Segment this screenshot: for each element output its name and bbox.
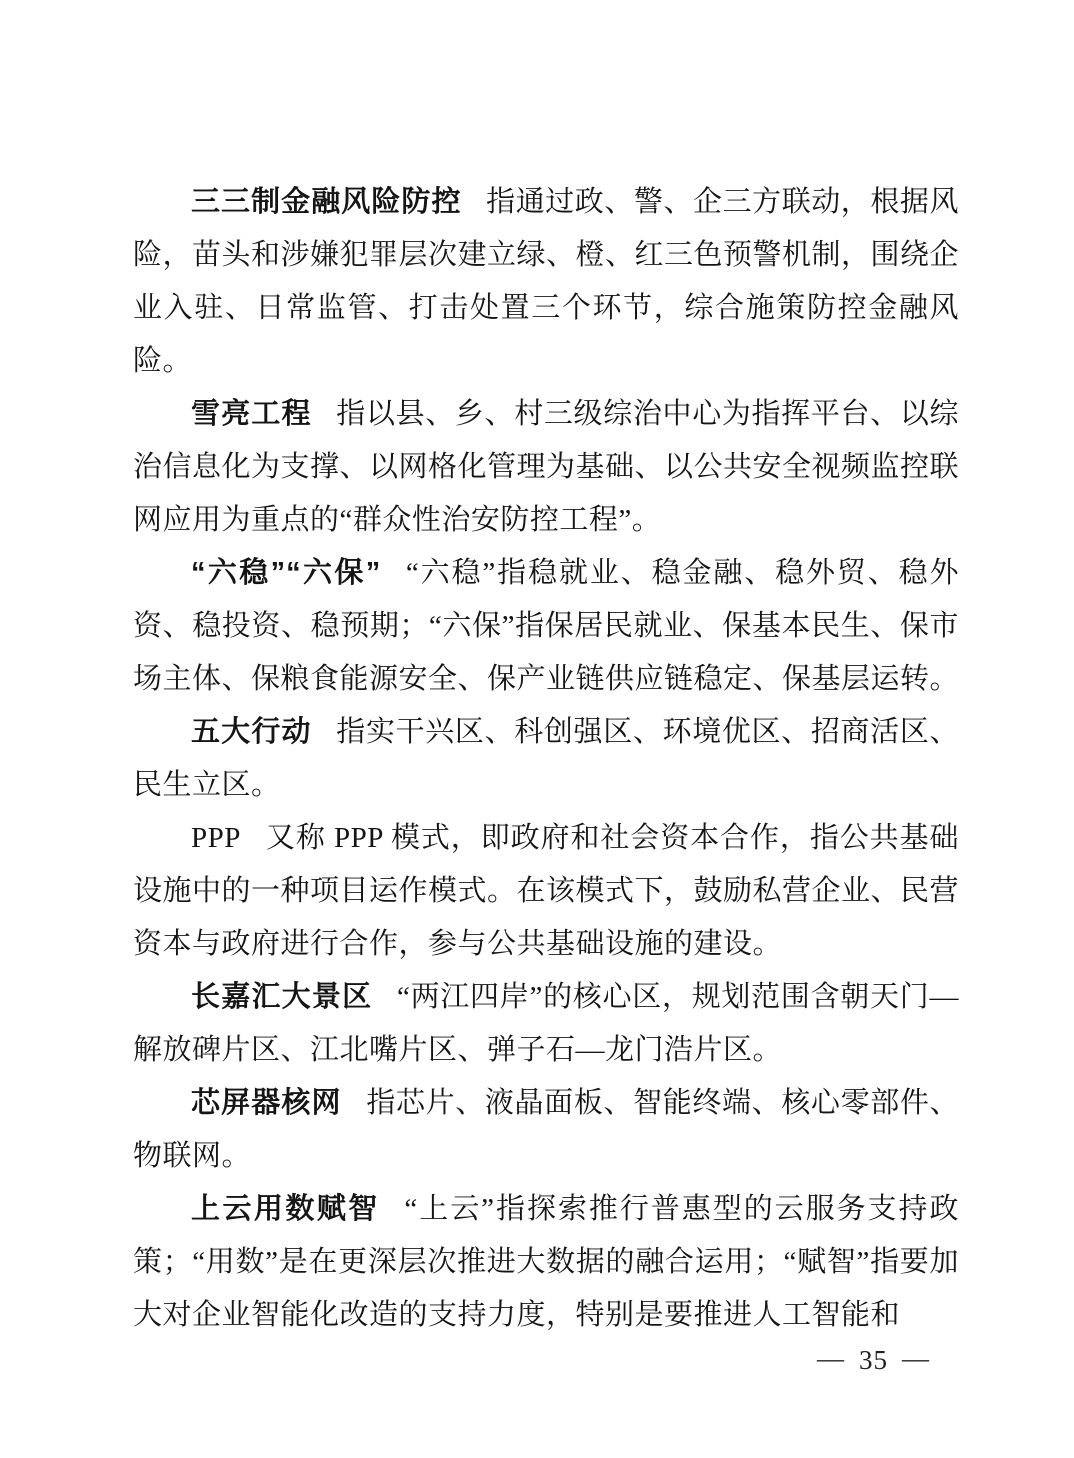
page-number: 35: [859, 1345, 888, 1375]
glossary-content: [133, 176, 959, 1342]
footer-right-dash: —: [902, 1343, 930, 1373]
glossary-entry: [133, 812, 959, 971]
glossary-entry: [133, 1183, 959, 1342]
term-definition: “上云”指探索推行普惠型的云服务支持政策；“用数”是在更深层次推进大数据的融合运用；“赋智”指要加大对企业智能化改造的支持力度，特别是要推进人工智能和: [133, 1193, 959, 1331]
term-definition: 指芯片、液晶面板、智能终端、核心零部件、物联网。: [133, 1087, 959, 1172]
term-label: PPP: [191, 822, 241, 854]
term-label: 长嘉汇大景区: [191, 981, 373, 1013]
term-definition: “六稳”指稳就业、稳金融、稳外贸、稳外资、稳投资、稳预期；“六保”指保居民就业、保基本民生、保市场主体、保粮食能源安全、保产业链供应链稳定、保基层运转。: [133, 557, 960, 695]
page-footer: [803, 1340, 944, 1380]
term-definition: 又称 PPP 模式，即政府和社会资本合作，指公共基础设施中的一种项目运作模式。在该模式下，鼓励私营企业、民营资本与政府进行合作，参与公共基础设施的建设。: [133, 822, 960, 960]
glossary-entry: [133, 547, 959, 706]
term-label: 芯屏器核网: [191, 1087, 342, 1119]
term-label: 雪亮工程: [191, 398, 312, 430]
glossary-entry: [133, 971, 959, 1077]
glossary-entry: [133, 176, 959, 388]
term-label: 上云用数赋智: [191, 1193, 380, 1225]
term-definition: “两江四岸”的核心区，规划范围含朝天门—解放碑片区、江北嘴片区、弹子石—龙门浩片区。: [133, 981, 959, 1066]
glossary-entry: [133, 388, 959, 547]
footer-left-dash: —: [817, 1343, 845, 1373]
term-label: 五大行动: [191, 716, 312, 748]
term-definition: 指实干兴区、科创强区、环境优区、招商活区、民生立区。: [133, 716, 959, 801]
term-definition: 指通过政、警、企三方联动，根据风险，苗头和涉嫌犯罪层次建立绿、橙、红三色预警机制，围绕企业入驻、日常监管、打击处置三个环节，综合施策防控金融风险。: [133, 186, 960, 377]
term-label: “六稳”“六保”: [191, 557, 382, 589]
glossary-entry: [133, 706, 959, 812]
glossary-entry: [133, 1077, 959, 1183]
term-definition: 指以县、乡、村三级综治中心为指挥平台、以综治信息化为支撑、以网格化管理为基础、以公共安全视频监控联网应用为重点的“群众性治安防控工程”。: [133, 398, 960, 536]
term-label: 三三制金融风险防控: [191, 186, 462, 218]
